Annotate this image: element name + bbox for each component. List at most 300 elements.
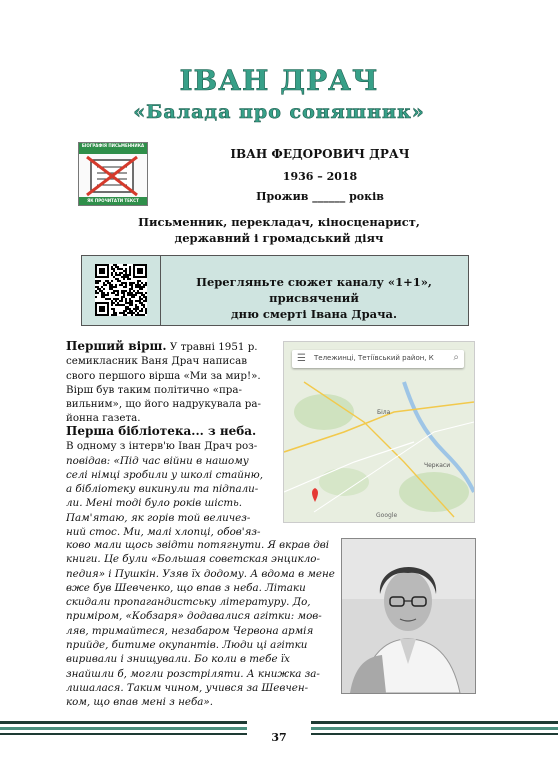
qr-module: [121, 300, 123, 302]
qr-module: [95, 290, 97, 292]
qr-module: [105, 280, 107, 282]
paragraph-line: свого першого вірша «Ми за мир!».: [66, 369, 261, 382]
qr-module: [115, 290, 117, 292]
qr-module: [141, 286, 143, 288]
qr-module: [143, 304, 145, 306]
qr-module: [129, 304, 131, 306]
qr-module: [115, 312, 117, 314]
search-icon[interactable]: ⌕: [453, 352, 459, 363]
qr-module: [129, 284, 131, 286]
qr-module: [137, 290, 139, 292]
qr-divider: [160, 256, 161, 325]
paragraph-line: семикласник Ваня Драч написав: [66, 355, 247, 368]
qr-module: [109, 288, 111, 290]
qr-module: [125, 268, 127, 270]
paragraph-line: У травні 1951 р.: [166, 341, 258, 353]
qr-module: [135, 308, 137, 310]
paragraph-line: педия» і Пушкін. Узяв їх додому. А вдома в мене: [66, 567, 335, 580]
section-first-poem: [66, 339, 278, 426]
qr-module: [133, 282, 135, 284]
qr-module: [125, 264, 127, 266]
qr-module: [139, 302, 141, 304]
qr-module: [129, 270, 131, 272]
section-first-library: [66, 424, 278, 539]
qr-module: [95, 292, 97, 294]
qr-module: [131, 294, 133, 296]
qr-module: [137, 300, 139, 302]
paragraph-line: прийде, битиме окупантів. Люди ці агітки: [66, 639, 308, 652]
qr-module: [131, 288, 133, 290]
qr-module: [123, 304, 125, 306]
qr-module: [119, 312, 121, 314]
qr-module: [123, 276, 125, 278]
qr-module: [107, 292, 109, 294]
page-title: ІВАН ДРАЧ: [179, 64, 379, 97]
qr-module: [129, 302, 131, 304]
qr-module: [137, 312, 139, 314]
qr-module: [123, 274, 125, 276]
qr-module: [145, 292, 147, 294]
qr-module: [131, 292, 133, 294]
qr-module: [129, 272, 131, 274]
qr-module: [145, 298, 147, 300]
qr-module: [113, 310, 115, 312]
qr-module: [117, 304, 119, 306]
qr-module: [121, 312, 123, 314]
qr-module: [131, 282, 133, 284]
qr-module: [145, 284, 147, 286]
qr-module: [121, 282, 123, 284]
qr-module: [111, 268, 113, 270]
qr-module: [103, 284, 105, 286]
paragraph-line: йонна газета.: [66, 412, 141, 425]
qr-module: [143, 314, 145, 316]
author-photo: [341, 538, 476, 694]
qr-module: [117, 294, 119, 296]
qr-module: [131, 296, 133, 298]
qr-module: [111, 300, 113, 302]
qr-module: [139, 310, 141, 312]
qr-module: [111, 292, 113, 294]
qr-module: [123, 290, 125, 292]
qr-module: [97, 280, 99, 282]
paragraph-line: приміром, «Кобзаря» додавалися агітки: мов-: [66, 610, 322, 623]
qr-module: [115, 272, 117, 274]
qr-module: [135, 294, 137, 296]
qr-module: [111, 284, 113, 286]
qr-module: [133, 294, 135, 296]
qr-module: [113, 276, 115, 278]
qr-module: [99, 288, 101, 290]
qr-module: [131, 314, 133, 316]
qr-module: [135, 304, 137, 306]
paragraph-line: В одному з інтерв'ю Іван Драч роз-: [66, 440, 258, 453]
qr-module: [111, 308, 113, 310]
qr-module: [129, 290, 131, 292]
qr-module: [119, 272, 121, 274]
qr-module: [115, 266, 117, 268]
qr-module: [101, 286, 103, 288]
qr-module: [141, 314, 143, 316]
qr-module: [113, 286, 115, 288]
qr-module: [125, 306, 127, 308]
qr-caption-line: Перегляньте сюжет каналу «1+1», присвячений: [196, 275, 432, 305]
qr-module: [131, 312, 133, 314]
qr-module: [109, 282, 111, 284]
page-number: 37: [271, 731, 287, 744]
qr-module: [115, 298, 117, 300]
qr-module: [113, 314, 115, 316]
qr-module: [113, 268, 115, 270]
paragraph-line: ний стос. Ми, малі хлопці, обов'яз-: [66, 526, 261, 539]
qr-module: [121, 272, 123, 274]
paragraph-line: книги. Це були «Большая советская энцикло-: [66, 553, 320, 566]
qr-module: [97, 286, 99, 288]
qr-module: [115, 286, 117, 288]
qr-module: [119, 284, 121, 286]
qr-module: [107, 282, 109, 284]
paragraph-line: знайшли б, могли розстріляти. А книжка за-: [66, 667, 320, 680]
qr-module: [129, 308, 131, 310]
qr-module: [141, 298, 143, 300]
qr-module: [125, 274, 127, 276]
paragraph-line: скидали пропагандистську літературу. До,: [66, 596, 311, 609]
qr-module: [115, 314, 117, 316]
qr-module: [125, 284, 127, 286]
qr-module: [145, 310, 147, 312]
qr-module: [139, 286, 141, 288]
paragraph-line: повідав: «Під час війни в нашому: [66, 454, 249, 467]
qr-module: [127, 274, 129, 276]
qr-module: [123, 294, 125, 296]
qr-module: [113, 290, 115, 292]
qr-module: [123, 270, 125, 272]
map-google-logo: Google: [376, 512, 398, 519]
qr-module: [115, 284, 117, 286]
qr-module: [119, 304, 121, 306]
qr-module: [131, 284, 133, 286]
qr-module: [117, 266, 119, 268]
qr-module: [125, 314, 127, 316]
roles-line: державний і громадський діяч: [174, 231, 384, 245]
qr-module: [113, 302, 115, 304]
qr-module: [145, 300, 147, 302]
qr-module: [129, 312, 131, 314]
qr-module: [129, 274, 131, 276]
qr-module: [143, 300, 145, 302]
qr-module: [125, 270, 127, 272]
qr-module: [137, 308, 139, 310]
qr-module: [141, 292, 143, 294]
qr-module: [125, 300, 127, 302]
crossed-calendar-icon: [79, 143, 147, 205]
qr-module: [139, 296, 141, 298]
qr-module: [95, 286, 97, 288]
qr-module: [97, 288, 99, 290]
qr-module: [103, 288, 105, 290]
qr-module: [121, 268, 123, 270]
qr-module: [135, 314, 137, 316]
qr-module: [131, 286, 133, 288]
qr-module: [125, 308, 127, 310]
qr-module: [133, 290, 135, 292]
qr-module: [141, 282, 143, 284]
qr-module: [123, 312, 125, 314]
qr-module: [101, 290, 103, 292]
badge-top-label: БІОГРАФІЯ ПИСЬМЕННИКА: [79, 143, 147, 154]
qr-module: [125, 276, 127, 278]
qr-module: [111, 286, 113, 288]
qr-module: [143, 306, 145, 308]
qr-module: [127, 278, 129, 280]
paragraph-line: Пам'ятаю, як горів той величез-: [66, 511, 251, 524]
qr-module: [141, 310, 143, 312]
qr-module: [137, 280, 139, 282]
qr-module: [115, 278, 117, 280]
qr-module: [123, 278, 125, 280]
qr-module: [137, 306, 139, 308]
author-roles: [100, 214, 458, 246]
qr-module: [131, 300, 133, 302]
qr-module: [143, 286, 145, 288]
qr-module: [101, 294, 103, 296]
qr-module: [115, 264, 117, 266]
qr-module: [103, 294, 105, 296]
qr-module: [121, 304, 123, 306]
qr-module: [115, 304, 117, 306]
qr-module: [111, 274, 113, 276]
qr-module: [101, 292, 103, 294]
qr-module: [119, 280, 121, 282]
qr-module: [143, 296, 145, 298]
qr-module: [119, 274, 121, 276]
paragraph-line: вже був Шевченко, що впав з неба. Літаки: [66, 581, 306, 594]
qr-module: [135, 286, 137, 288]
qr-module: [111, 280, 113, 282]
qr-module: [105, 284, 107, 286]
qr-module: [113, 292, 115, 294]
qr-module: [137, 284, 139, 286]
qr-module: [117, 278, 119, 280]
qr-module: [111, 288, 113, 290]
qr-module: [141, 294, 143, 296]
map-search-input[interactable]: Тележинці, Тетіївський район, К: [314, 354, 434, 362]
qr-module: [109, 286, 111, 288]
qr-module: [111, 302, 113, 304]
qr-module: [97, 282, 99, 284]
qr-module: [121, 284, 123, 286]
badge-bottom-label: ЯК ПРОЧИТАТИ ТЕКСТ: [79, 197, 147, 205]
paragraph-line: виривали і знищували. Бо коли в тебе їх: [66, 653, 290, 666]
qr-module: [141, 308, 143, 310]
qr-module: [125, 298, 127, 300]
map-search-bar[interactable]: [292, 350, 464, 368]
qr-module: [107, 280, 109, 282]
qr-module: [95, 280, 97, 282]
qr-module: [137, 314, 139, 316]
qr-module: [125, 282, 127, 284]
qr-module: [99, 280, 101, 282]
qr-module: [105, 294, 107, 296]
qr-module: [129, 278, 131, 280]
paragraph-line: Вірш був таким політично «пра-: [66, 383, 243, 396]
hamburger-menu-icon[interactable]: ☰: [297, 353, 306, 364]
qr-module: [139, 314, 141, 316]
qr-module: [141, 302, 143, 304]
qr-module: [139, 300, 141, 302]
section-first-library-continued: [66, 538, 338, 710]
qr-module: [119, 268, 121, 270]
qr-module: [107, 298, 109, 300]
qr-module: [115, 300, 117, 302]
qr-module: [145, 282, 147, 284]
qr-module: [95, 282, 97, 284]
qr-module: [145, 296, 147, 298]
paragraph-line: ком, що впав мені з неба».: [66, 696, 213, 709]
paragraph-line: ково мали щось звідти потягнути. Я вкрав дві: [66, 539, 330, 551]
paragraph-line: селі німці зробили у школі стайню,: [66, 468, 264, 481]
qr-module: [127, 302, 129, 304]
paragraph-line: лишалася. Таким чином, учився за Шевчен-: [66, 681, 309, 694]
qr-module: [143, 284, 145, 286]
qr-module: [135, 292, 137, 294]
section-heading: Перший вірш.: [66, 339, 167, 353]
qr-caption-line: дню смерті Івана Драча.: [230, 307, 397, 321]
qr-module: [129, 300, 131, 302]
qr-module: [139, 288, 141, 290]
qr-module: [125, 286, 127, 288]
qr-module: [139, 292, 141, 294]
qr-module: [111, 272, 113, 274]
qr-module: [125, 290, 127, 292]
qr-caption: [164, 274, 464, 322]
qr-module: [117, 268, 119, 270]
qr-module: [121, 290, 123, 292]
qr-module: [117, 280, 119, 282]
qr-module: [135, 306, 137, 308]
qr-module: [111, 314, 113, 316]
qr-module: [127, 306, 129, 308]
qr-module: [99, 290, 101, 292]
qr-module: [113, 312, 115, 314]
qr-code[interactable]: [95, 264, 147, 316]
qr-module: [117, 302, 119, 304]
qr-module: [141, 304, 143, 306]
qr-module: [131, 310, 133, 312]
map-image: [283, 341, 475, 523]
qr-module: [139, 298, 141, 300]
qr-module: [101, 296, 103, 298]
qr-module: [135, 284, 137, 286]
qr-module: [127, 294, 129, 296]
qr-module: [145, 308, 147, 310]
qr-module: [125, 310, 127, 312]
qr-module: [97, 292, 99, 294]
qr-module: [117, 298, 119, 300]
section-heading: Перша бібліотека... з неба.: [66, 424, 257, 438]
qr-module: [123, 282, 125, 284]
qr-module: [125, 272, 127, 274]
qr-module: [127, 292, 129, 294]
qr-module: [129, 298, 131, 300]
qr-module: [137, 282, 139, 284]
qr-module: [129, 292, 131, 294]
qr-module: [123, 264, 125, 266]
map-city-label: Біла: [377, 409, 391, 416]
qr-module: [123, 314, 125, 316]
page-subtitle: «Балада про соняшник»: [133, 101, 425, 123]
qr-module: [103, 282, 105, 284]
qr-module: [125, 302, 127, 304]
qr-module: [137, 292, 139, 294]
qr-module: [129, 268, 131, 270]
qr-module: [113, 270, 115, 272]
qr-module: [139, 284, 141, 286]
qr-module: [127, 312, 129, 314]
qr-module: [119, 300, 121, 302]
qr-module: [133, 312, 135, 314]
qr-module: [121, 296, 123, 298]
qr-module: [113, 298, 115, 300]
qr-module: [123, 286, 125, 288]
qr-module: [111, 266, 113, 268]
qr-module: [121, 298, 123, 300]
qr-module: [137, 286, 139, 288]
qr-module: [121, 276, 123, 278]
qr-module: [95, 296, 97, 298]
qr-module: [129, 266, 131, 268]
qr-module: [103, 292, 105, 294]
qr-module: [141, 288, 143, 290]
qr-module: [107, 294, 109, 296]
qr-module: [115, 294, 117, 296]
biography-badge-icon: [78, 142, 148, 206]
qr-module: [109, 298, 111, 300]
paragraph-line: вильним», що його надрукувала ра-: [66, 398, 261, 411]
qr-module: [117, 274, 119, 276]
qr-module: [143, 294, 145, 296]
qr-module: [135, 300, 137, 302]
qr-module: [129, 288, 131, 290]
qr-module: [111, 304, 113, 306]
lived-years-blank: Прожив ______ років: [256, 190, 384, 203]
qr-module: [131, 302, 133, 304]
qr-module: [123, 310, 125, 312]
qr-module: [123, 292, 125, 294]
video-qr-panel: [81, 255, 469, 326]
qr-module: [133, 308, 135, 310]
map-city-label: Черкаси: [424, 462, 451, 469]
map-terrain: [284, 342, 474, 522]
qr-module: [139, 280, 141, 282]
author-name: ІВАН ФЕДОРОВИЧ ДРАЧ: [230, 147, 410, 161]
qr-module: [135, 310, 137, 312]
qr-module: [123, 296, 125, 298]
qr-module: [129, 282, 131, 284]
qr-module: [105, 298, 107, 300]
qr-module: [131, 304, 133, 306]
roles-line: Письменник, перекладач, кіносценарист,: [138, 215, 420, 229]
qr-module: [121, 292, 123, 294]
portrait-illustration: [342, 539, 475, 693]
qr-module: [117, 292, 119, 294]
author-years: 1936 – 2018: [282, 170, 358, 183]
qr-module: [115, 274, 117, 276]
qr-module: [133, 296, 135, 298]
qr-module: [127, 276, 129, 278]
qr-module: [127, 308, 129, 310]
paragraph-line: ли. Мені тоді було років шість.: [66, 497, 243, 510]
